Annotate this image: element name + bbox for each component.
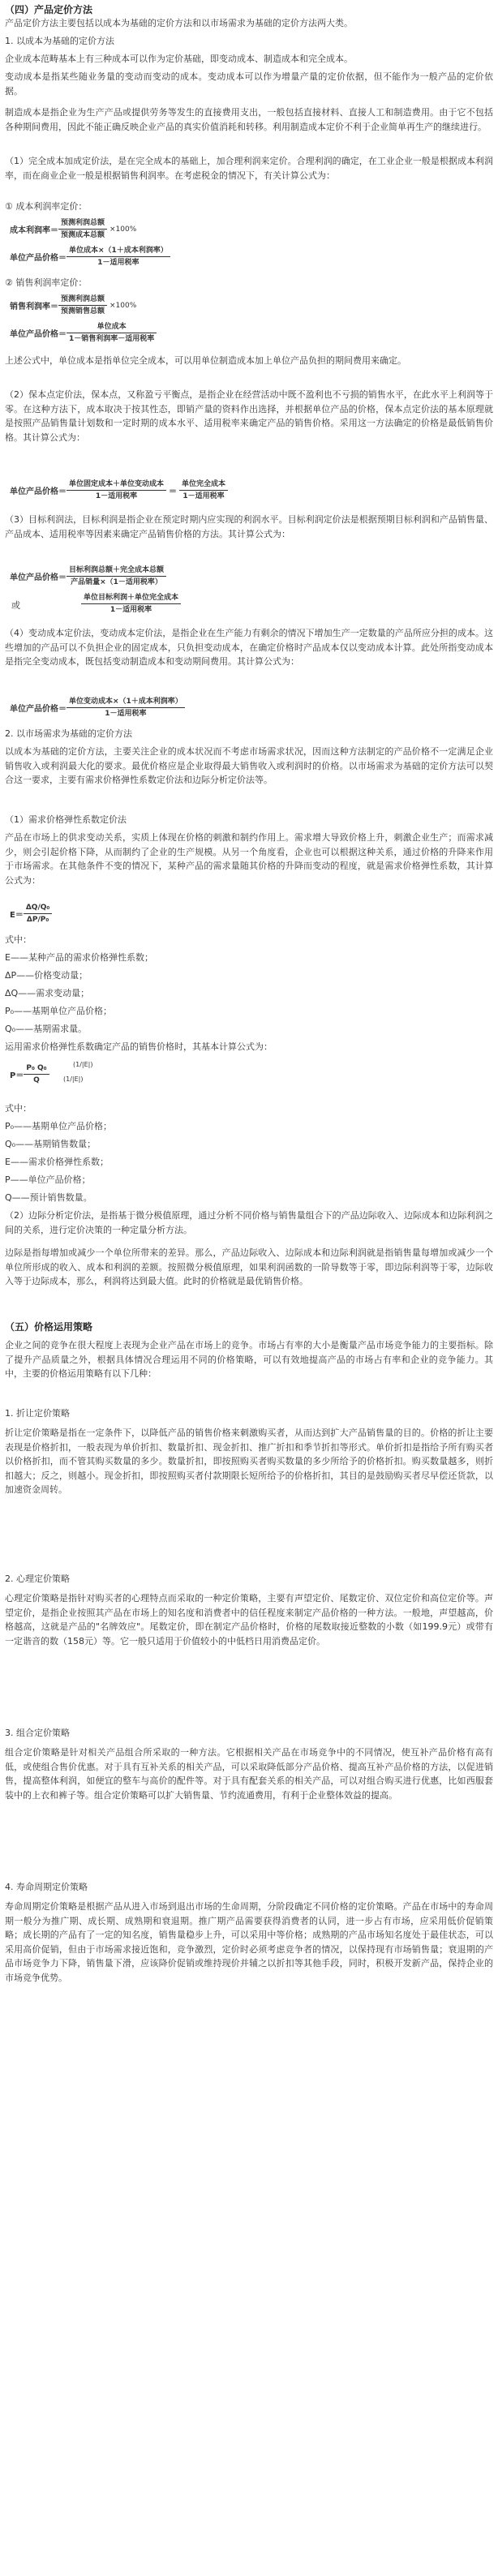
formula-denominator: 1－适用税率 <box>105 710 147 718</box>
subsection-heading: （1）需求价格弹性系数定价法 <box>5 814 127 825</box>
formula-cost-profit-rate <box>10 217 136 241</box>
paragraph: 制造成本是指企业为生产产品或提供劳务等发生的直接费用支出，一般包括直接材料、直接人工和制造费用。由于它不包括各种期间费用，因此不能正确反映企业产品的真实价值消耗和转移。利用制造成本定价不利于企业简单再生产的继续进行。 <box>5 107 493 132</box>
formula-numerator: 预测利润总额 <box>58 217 107 230</box>
formula-numerator: 单位完全成本 <box>179 479 228 491</box>
paragraph: （2）边际分析定价法，是指基于微分极值原理，通过分析不同价格与销售量组合下的产品边际收入、边际成本和边际利润之间的关系，进行定价决策的一种定量分析方法。 <box>5 1210 493 1235</box>
paragraph: （4）变动成本定价法，变动成本定价法，是指企业在生产能力有剩余的情况下增加生产一定数量的产品所应分担的成本。这些增加的产品可以不负担企业的固定成本，只负担变动成本，在确定价格时产品成本仅以变动成本计算。此处所指变动成本是指完全变动成本，既包括变动制造成本和变动期间费用。其计算公式为： <box>5 628 493 668</box>
paragraph: 上述公式中，单位成本是指单位完全成本，可以用单位制造成本加上单位产品负担的期间费用来确定。 <box>5 355 406 366</box>
formula-numerator: P₀ Q₀ <box>24 1063 49 1075</box>
formula-denominator: 1－适用税率 <box>182 492 225 500</box>
paragraph: 产品在市场上的供求变动关系，实质上体现在价格的刺激和制约作用上。需求增大导致价格上升，刺激企业生产；而需求减少，则会引起价格下降，从而制约了企业的生产规模。从另一个角度看，企业也可以根据这种关系，通过价格的升降来作用于市场需求。在其他条件不变的情况下，某种产品的需求量随其价格的升降而变动的程度，就是需求价格弹性系数，其计算公式为： <box>5 832 493 886</box>
paragraph: E——需求价格弹性系数； <box>5 1157 109 1167</box>
paragraph: 组合定价策略是针对相关产品组合所采取的一种方法。它根据相关产品在市场竞争中的不同情况，使互补产品价格有高有低，或使组合售价优惠。对于具有互补关系的相关产品，可以采取降低部分产品价格、提高互补产品价格的方法，以促进销售，提高整体利润，如便宜的整车与高价的配件等。对于具有配套关系的相关产品，可以对组合购买进行优惠，比如西服套装中的上衣和裤子等。组合定价策略可以扩大销售量、节约流通费用，有利于企业整体效益的提高。 <box>5 1747 493 1801</box>
formula-exponent: (1/|E|) <box>63 1075 84 1083</box>
formula-numerator: 目标利润总额＋完全成本总额 <box>67 565 166 577</box>
paragraph: ΔP——价格变动量； <box>5 970 88 981</box>
subsection-heading: 2. 心理定价策略 <box>5 1574 70 1584</box>
paragraph: Q₀——基期需求量。 <box>5 1024 88 1034</box>
subsection-heading: 1. 以成本为基础的定价方法 <box>5 36 114 46</box>
formula-lhs: 销售利润率＝ <box>10 303 58 311</box>
formula-unit-price-cost-profit <box>10 245 170 268</box>
formula-or-label: 或 <box>11 600 20 611</box>
subsection-heading: 1. 折让定价策略 <box>5 1408 70 1419</box>
paragraph: 企业成本范畴基本上有三种成本可以作为定价基础，即变动成本、制造成本和完全成本。 <box>5 54 353 64</box>
paragraph: ΔQ——需求变动量； <box>5 988 90 998</box>
paragraph: （2）保本点定价法，保本点，又称盈亏平衡点，是指企业在经营活动中既不盈利也不亏损的销售水平，在此水平上利润等于零。在这种方法下，成本取决于按其性态，即销产量的资料作出选择，并根据单位产品的价格，保本点定价法的基本原理就是按照产品销售量计划数和一定时期的成本水平、适用税率来确定产品的销售价格。采用这一方法确定的价格是最低销售价格。其计算公式为： <box>5 389 493 443</box>
formula-denominator: Q <box>33 1076 40 1084</box>
formula-tail: ×100% <box>109 301 137 310</box>
section-heading-pricing-strategy: （五）价格运用策略 <box>5 1321 93 1333</box>
formula-denominator: 预测成本总额 <box>61 231 105 239</box>
paragraph: P——单位产品价格； <box>5 1174 91 1185</box>
formula-lhs: 单位产品价格＝ <box>10 573 67 582</box>
section-heading-pricing-methods: （四）产品定价方法 <box>5 4 93 15</box>
formula-lhs: 单位产品价格＝ <box>10 705 67 714</box>
formula-price-elasticity <box>10 902 52 925</box>
formula-numerator: 单位成本×（1＋成本利润率） <box>67 245 170 257</box>
formula-denominator: 1－销售利润率－适用税率 <box>69 335 155 343</box>
formula-lhs: 单位产品价格＝ <box>10 330 67 339</box>
formula-lhs: P＝ <box>10 1071 24 1080</box>
paragraph: （1）完全成本加成定价法，是在完全成本的基础上，加合理利润来定价。合理利润的确定，在工业企业一般是根据成本利润率，而在商业企业一般是根据销售利润率。在考虑税金的情况下，有关计算公式为： <box>5 156 493 181</box>
formula-breakeven-price <box>10 479 228 502</box>
paragraph: 式中： <box>5 1103 32 1114</box>
paragraph: 心理定价策略是指针对购买者的心理特点而采取的一种定价策略，主要有声望定价、尾数定价、双位定价和高位定价等。声望定价，是指企业按照其产品在市场上的知名度和消费者中的信任程度来制定产品价格的一种方法。一般地，声望越高，价格越高，这就是产品的"名牌效应"。尾数定价，即在制定产品价格时，价格的尾数取接近整数的小数（如199.9元）或带有一定谐音的数（158元）等。它一般只适用于价值较小的中低档日用消费品定价。 <box>5 1593 493 1646</box>
formula-denominator: 1－适用税率 <box>109 606 152 614</box>
formula-lhs: 成本利润率＝ <box>10 226 58 235</box>
paragraph: 运用需求价格弹性系数确定产品的销售价格时，其基本计算公式为： <box>5 1041 273 1052</box>
paragraph: 边际是指每增加或减少一个单位所带来的差异。那么，产品边际收入、边际成本和边际利润就是指销售量每增加或减少一个单位所形成的收入、成本和利润的差额。按照微分极值原理，如果利润函数的一阶导数等于零，即边际利润等于零，边际收入等于边际成本，那么，利润将达到最大值。此时的价格就是最优销售价格。 <box>5 1247 493 1287</box>
formula-label: ① 成本利润率定价： <box>5 201 88 212</box>
formula-denominator: 1－适用税率 <box>97 259 140 267</box>
formula-target-profit-price <box>10 565 166 588</box>
formula-unit-price-sales-profit <box>10 321 157 345</box>
paragraph: 企业之间的竞争在很大程度上表现为企业产品在市场上的竞争。市场占有率的大小是衡量产品市场竞争能力的主要指标。除了提升产品质量之外，根据具体情况合理运用不同的价格策略，可以有效地提高产品的市场占有率和企业的竞争能力。其中，主要的价格运用策略有以下几种： <box>5 1340 493 1380</box>
paragraph: 以成本为基础的定价方法，主要关注企业的成本状况而不考虑市场需求状况，因而这种方法制定的产品价格不一定满足企业销售收入或利润最大化的要求。最优价格应是企业取得最大销售收入或利润时的价格。以市场需求为基础的定价方法可以契合这一要求，主要有需求价格弹性系数定价法和边际分析定价法等。 <box>5 746 493 786</box>
paragraph: 式中： <box>5 934 32 945</box>
paragraph: Q——预计销售数量。 <box>5 1192 92 1203</box>
formula-numerator: 单位变动成本×（1＋成本利润率） <box>67 696 185 708</box>
paragraph: Q₀——基期销售数量； <box>5 1139 97 1149</box>
formula-numerator: 单位目标利润＋单位完全成本 <box>81 592 181 604</box>
formula-tail: ×100% <box>109 225 137 234</box>
formula-target-profit-price-alt <box>81 592 181 616</box>
formula-lhs: 单位产品价格＝ <box>10 487 67 496</box>
formula-denominator: 产品销量×（1－适用税率） <box>71 578 162 586</box>
formula-variable-cost-price <box>10 696 185 719</box>
formula-sales-profit-rate <box>10 294 136 317</box>
formula-denominator: 1－适用税率 <box>95 492 138 500</box>
formula-lhs: 单位产品价格＝ <box>10 254 67 263</box>
formula-exponent: (1/|E|) <box>73 1061 93 1068</box>
formula-lhs: E＝ <box>10 911 24 920</box>
formula-numerator: 单位成本 <box>67 321 157 333</box>
formula-numerator: 单位固定成本＋单位变动成本 <box>67 479 166 491</box>
paragraph: （3）目标利润法，目标利润是指企业在预定时期内应实现的利润水平。目标利润定价法是根据预期目标利润和产品销售量、产品成本、适用税率等因素来确定产品销售价格的方法。其计算公式为： <box>5 514 493 539</box>
paragraph: E——某种产品的需求价格弹性系数； <box>5 952 153 963</box>
formula-elasticity-price <box>10 1061 93 1086</box>
paragraph: 变动成本是指某些随业务量的变动而变动的成本。变动成本可以作为增量产量的定价依据，但不能作为一般产品的定价依据。 <box>5 71 493 97</box>
paragraph: 寿命周期定价策略是根据产品从进入市场到退出市场的生命周期，分阶段确定不同价格的定价策略。产品在市场中的寿命周期一般分为推广期、成长期、成熟期和衰退期。推广期产品需要获得消费者的认同，进一步占有市场，应采用低价促销策略；成长期的产品有了一定的知名度，销售量稳步上升，可以采用中等价格；成熟期的产品市场知名度处于最佳状态，可以采用高价促销，但由于市场需求接近饱和，竞争激烈，定价时必须考虑竞争者的情况，以保持现有市场销售量；衰退期的产品市场竞争力下降，销售量下滑，应该降价促销或维持现价并辅之以折扣等其他手段，同时，积极开发新产品，保持企业的市场竞争优势。 <box>5 1901 493 1983</box>
paragraph: P₀——基期单位产品价格； <box>5 1121 113 1131</box>
formula-label: ② 销售利润率定价： <box>5 277 88 288</box>
paragraph: P₀——基期单位产品价格； <box>5 1006 113 1016</box>
subsection-heading: 2. 以市场需求为基础的定价方法 <box>5 728 132 739</box>
formula-denominator: ΔP/P₀ <box>26 916 49 924</box>
subsection-heading: 3. 组合定价策略 <box>5 1728 70 1738</box>
formula-equals: ＝ <box>169 487 178 496</box>
subsection-heading: 4. 寿命周期定价策略 <box>5 1882 88 1892</box>
formula-denominator: 预测销售总额 <box>61 307 105 316</box>
paragraph: 产品定价方法主要包括以成本为基础的定价方法和以市场需求为基础的定价方法两大类。 <box>5 18 353 28</box>
formula-numerator: 预测利润总额 <box>58 294 107 306</box>
paragraph: 折让定价策略是指在一定条件下，以降低产品的销售价格来刺激购买者，从而达到扩大产品销售量的目的。价格的折让主要表现是价格折扣，一般表现为单价折扣、数量折扣、现金折扣、推广折扣和季节折扣等形式。单价折扣是指给予所有购买者以价格折扣，而不管其购买数量的多少。数量折扣，即按照购买者购买数量的多少所给予的价格折扣。购买数量越多，则折扣越大；反之，则越小。现金折扣，即按照购买者付款期限长短所给予的价格折扣，其目的是鼓励购买者尽早偿还货款，以加速资金周转。 <box>5 1428 493 1496</box>
formula-numerator: ΔQ/Q₀ <box>24 902 53 914</box>
